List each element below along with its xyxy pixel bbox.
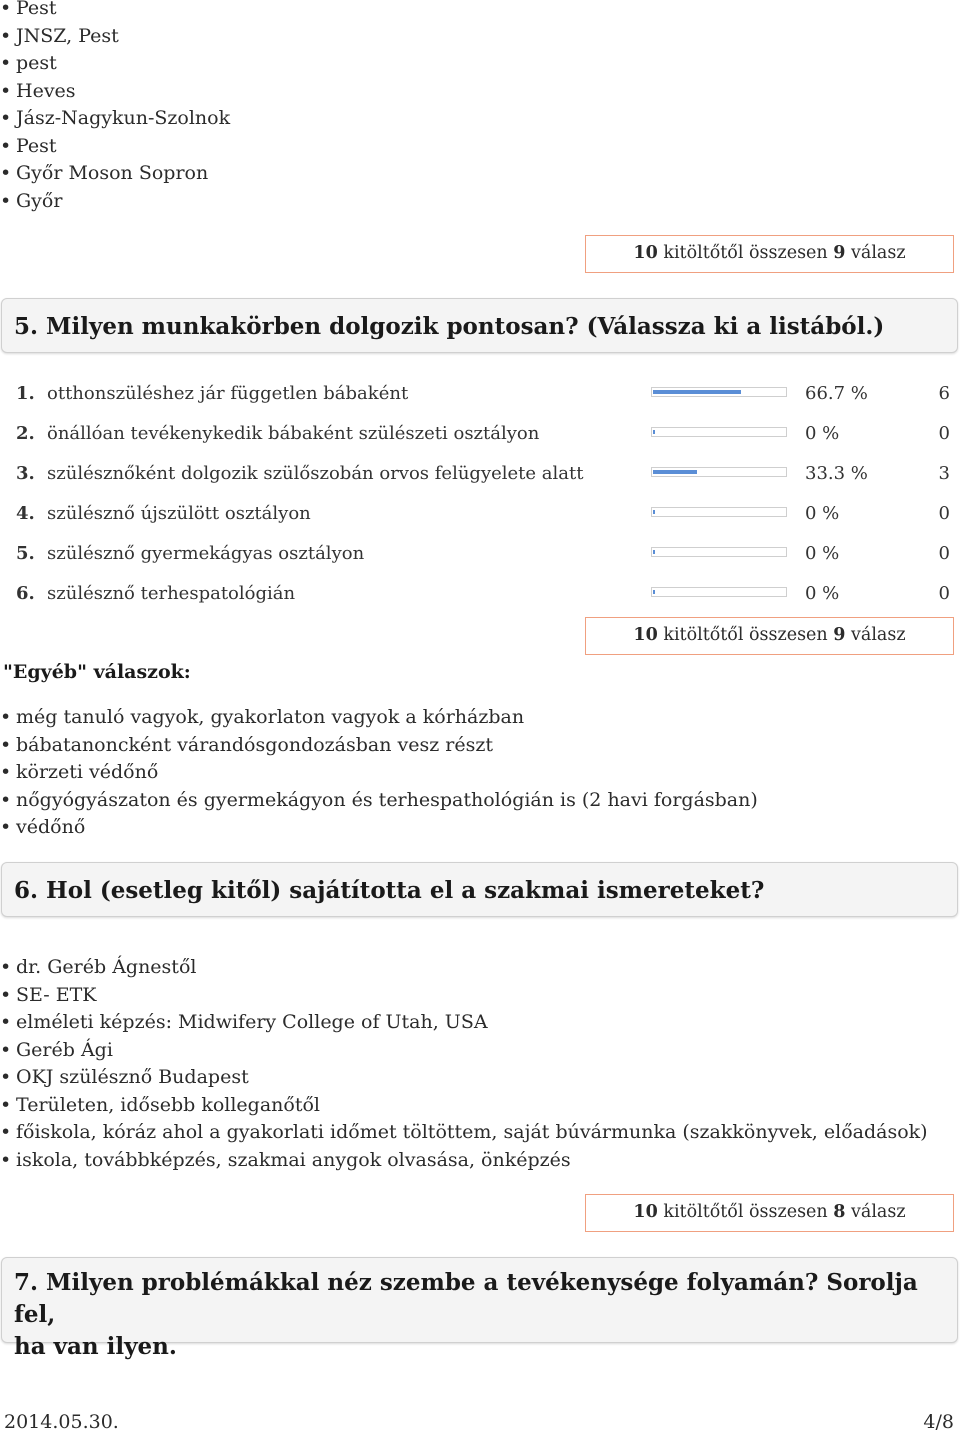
option-label: szülésznő gyermekágyas osztályon [47,543,365,564]
list-item: • Heves [0,78,230,106]
option-bar [651,467,787,477]
list-item: • pest [0,50,230,78]
option-bar [651,387,787,397]
response-count-text: kitöltőtől összesen [657,243,834,263]
option-bar-fill [653,510,655,514]
list-item: • Győr [0,188,230,216]
option-percent: 66.7 % [805,383,868,404]
option-count: 0 [938,543,950,564]
option-count: 0 [938,423,950,444]
answer-count: 9 [833,625,846,645]
respondent-count: 10 [633,1202,658,1222]
list-item: • SE- ETK [0,982,928,1010]
list-item: • Pest [0,0,230,23]
list-item: • Győr Moson Sopron [0,160,230,188]
other-answers-heading: "Egyéb" válaszok: [3,661,191,683]
question-text-line: 7. Milyen problémákkal néz szembe a tevékenysége folyamán? Sorolja fel, [14,1269,918,1328]
question-title-q6 [1,862,958,917]
option-number: 5. [16,543,35,564]
option-bar-fill [653,430,655,434]
response-count-q5 [585,617,954,655]
option-bar-fill [653,590,655,594]
respondent-count: 10 [633,625,658,645]
list-item: • védőnő [0,814,758,842]
list-item: • Geréb Ági [0,1037,928,1065]
option-number: 3. [16,463,35,484]
option-bar [651,427,787,437]
option-bar-fill [653,550,655,554]
option-bar [651,507,787,517]
option-row [0,574,960,614]
list-item: • dr. Geréb Ágnestől [0,954,928,982]
other-answers-list [0,704,758,842]
option-label: szülésznő újszülött osztályon [47,503,311,524]
page-number: 4/8 [923,1411,954,1433]
option-count: 0 [938,503,950,524]
answer-count: 9 [833,243,846,263]
response-count-suffix: válasz [845,625,906,645]
list-item: • OKJ szülésznő Budapest [0,1064,928,1092]
list-item: • még tanuló vagyok, gyakorlaton vagyok a kórházban [0,704,758,732]
option-bar-fill [653,390,741,394]
list-item: • körzeti védőnő [0,759,758,787]
option-bar [651,587,787,597]
list-item: • elméleti képzés: Midwifery College of Utah, USA [0,1009,928,1037]
response-count-suffix: válasz [845,243,906,263]
list-item: • bábatanoncként várandósgondozásban vesz részt [0,732,758,760]
option-label: önállóan tevékenykedik bábaként szülészeti osztályon [47,423,540,444]
list-item: • Jász-Nagykun-Szolnok [0,105,230,133]
option-row [0,374,960,414]
option-number: 4. [16,503,35,524]
option-label: szülésznőként dolgozik szülőszobán orvos felügyelete alatt [47,463,584,484]
option-percent: 0 % [805,583,840,604]
option-row [0,494,960,534]
list-item: • Pest [0,133,230,161]
option-percent: 0 % [805,423,840,444]
option-number: 2. [16,423,35,444]
question-text-line: ha van ilyen. [14,1333,177,1360]
option-number: 1. [16,383,35,404]
option-percent: 33.3 % [805,463,868,484]
question-title-q7 [1,1257,958,1360]
q6-answers-list [0,954,928,1174]
response-count-q6 [585,1194,954,1232]
option-percent: 0 % [805,543,840,564]
option-bar-fill [653,470,697,474]
answer-count: 8 [833,1202,846,1222]
option-bar [651,547,787,557]
question-text: 5. Milyen munkakörben dolgozik pontosan? (Válassza ki a listából.) [14,313,885,340]
page-footer [0,1411,960,1436]
option-number: 6. [16,583,35,604]
option-row [0,454,960,494]
option-row [0,414,960,454]
list-item: • nőgyógyászaton és gyermekágyon és terhespathológián is (2 havi forgásban) [0,787,758,815]
response-count-suffix: válasz [845,1202,906,1222]
option-row [0,534,960,574]
print-date: 2014.05.30. [4,1411,119,1433]
list-item: • JNSZ, Pest [0,23,230,51]
option-count: 3 [938,463,950,484]
previous-answers-list [0,0,230,215]
list-item: • főiskola, kóráz ahol a gyakorlati időmet töltöttem, saját búvármunka (szakkönyvek, előadások) [0,1119,928,1147]
list-item: • iskola, továbbképzés, szakmai anygok olvasása, önképzés [0,1147,928,1175]
respondent-count: 10 [633,243,658,263]
response-count-text: kitöltőtől összesen [657,1202,834,1222]
question-text: 6. Hol (esetleg kitől) sajátította el a szakmai ismereteket? [14,877,765,904]
option-label: szülésznő terhespatológián [47,583,296,604]
option-count: 0 [938,583,950,604]
option-label: otthonszüléshez jár független bábaként [47,383,409,404]
question-title-q5 [1,298,958,353]
response-count-text: kitöltőtől összesen [657,625,834,645]
option-count: 6 [938,383,950,404]
response-count-q4 [585,235,954,273]
list-item: • Területen, idősebb kolleganőtől [0,1092,928,1120]
option-percent: 0 % [805,503,840,524]
